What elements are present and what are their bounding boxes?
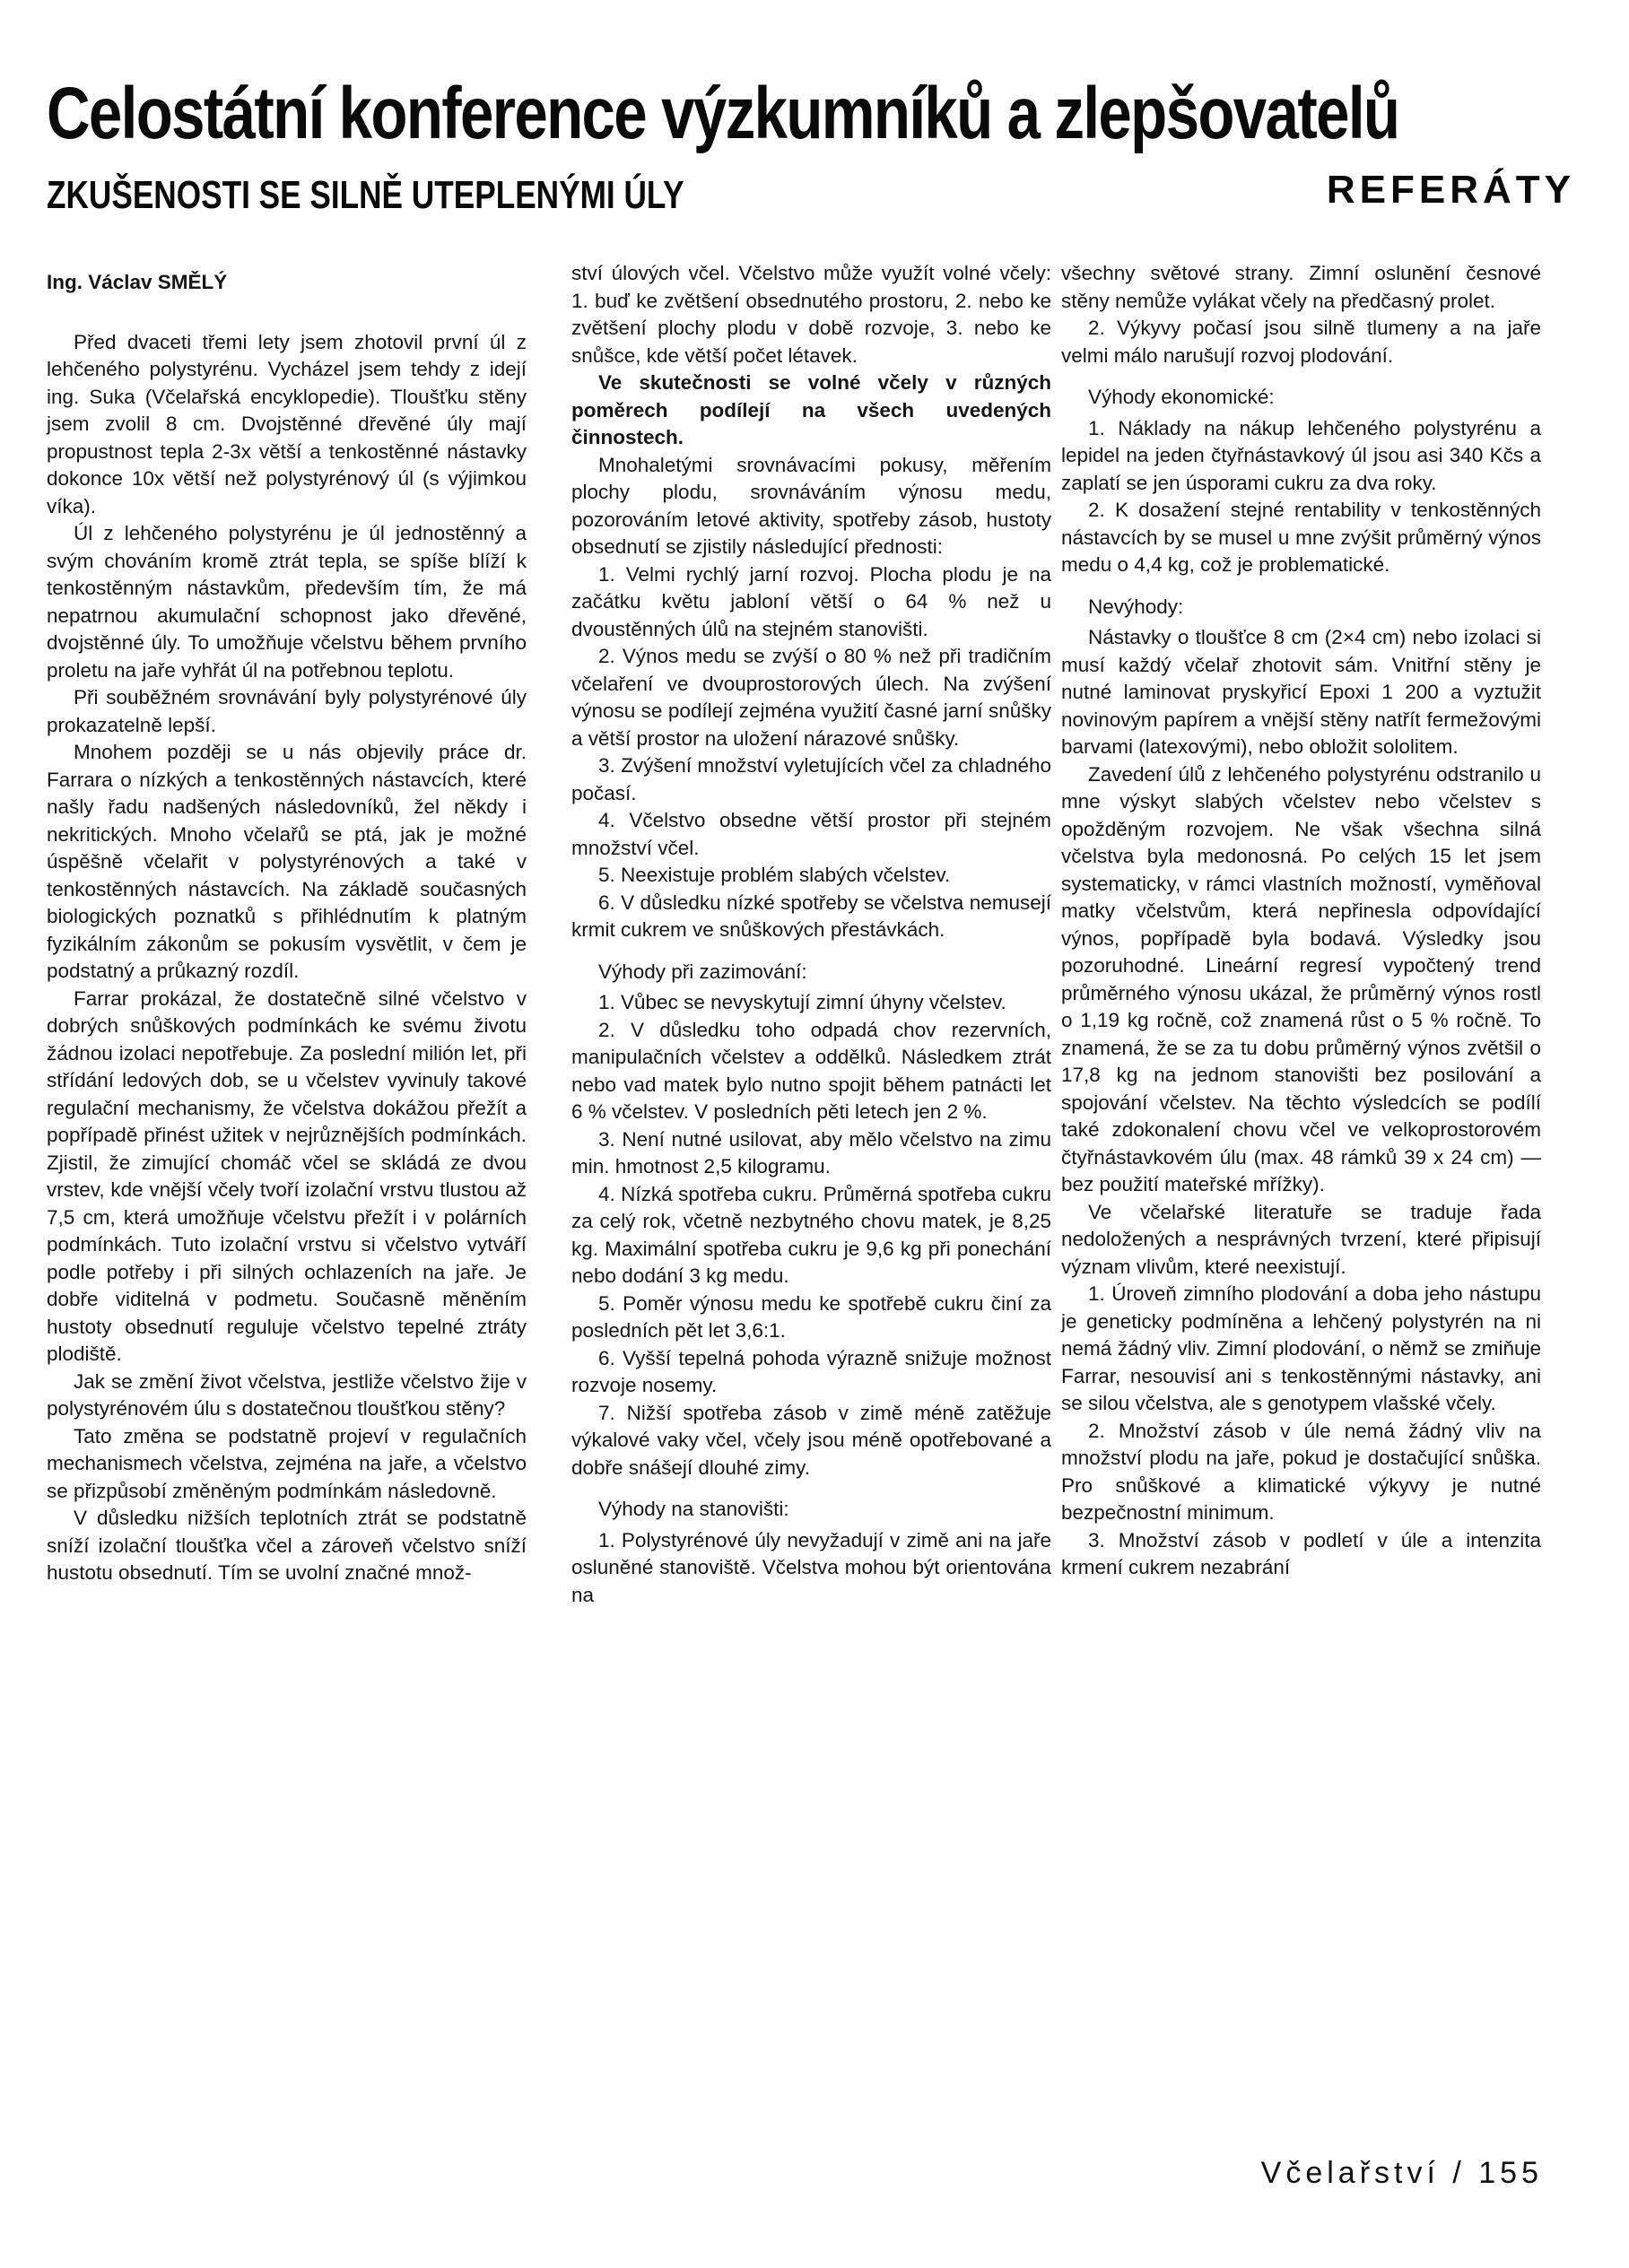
list-item: 3. Není nutné usilovat, aby mělo včelstvo na zimu min. hmotnost 2,5 kilogramu.	[571, 1127, 1051, 1177]
list-item: 4. Včelstvo obsedne větší prostor při stejném množství včel.	[571, 809, 1051, 859]
list-item: 1. Náklady na nákup lehčeného polystyrénu a lepidel na jeden čtyřnástavkový úl jsou asi 340 Kčs a zaplatí se jen úsporami cukru za dva roky.	[1061, 416, 1541, 494]
list-item: 7. Nižší spotřeba zásob v zimě méně zatěžuje výkalové vaky včel, včely jsou méně opotřebované a dobře snášejí dlouhé zimy.	[571, 1401, 1051, 1479]
article-subtitle: ZKUŠENOSTI SE SILNĚ UTEPLENÝMI ÚLY	[47, 173, 684, 217]
subheading: Výhody na stanovišti:	[598, 1498, 789, 1520]
paragraph: Nástavky o tloušťce 8 cm (2×4 cm) nebo izolaci si musí každý včelař zhotovit sám. Vnitřní stěny je nutné laminovat pryskyřicí Epoxi 1 200 a vyztužit novinovým papírem a vnější stěny natřít fermežovými barvami (latexovými), nebo obložit sololitem.	[1061, 626, 1541, 758]
list-item: 1. Úroveň zimního plodování a doba jeho nástupu je geneticky podmíněna a lehčený polystyrén na ni nemá žádný vliv. Zimní plodování, o němž se zmiňuje Farrar, nesouvisí ani s tenkostěnnými nástavky, ani se silou včelstva, ale s genotypem vlašské včely.	[1061, 1282, 1541, 1414]
author-name: Ing. Václav SMĚLÝ	[47, 271, 228, 293]
paragraph: Farrar prokázal, že dostatečně silné včelstvo v dobrých snůškových podmínkách ke svému životu žádnou izolaci nepotřebuje. Za poslední milión let, při střídání ledových dob, se u včelstev vyvinuly takové regulační mechanismy, že včelstva dokážou přežít a popřípadě přinést užitek v nejrůznějších podmínkách. Zjistil, že zimující chomáč včel se skládá ze dvou vrstev, kde vnější včely tvoří izolační vrstvu tlustou až 7,5 cm, která umožňuje včelstvu přežít i v polárních podmínkách. Tuto izolační vrstvu si včelstvo vytváří podle potřeby i při silných ochlazeních na jaře. Je dobře viditelná v podmetu. Současně měněním hustoty obsednutí reguluje včelstvo tepelné ztráty plodiště.	[47, 986, 527, 1365]
list-item: 3. Množství zásob v podletí v úle a intenzita krmení cukrem nezabrání	[1061, 1528, 1541, 1578]
list-item: 5. Neexistuje problém slabých včelstev.	[598, 864, 951, 886]
paragraph: Zavedení úlů z lehčeného polystyrénu odstranilo u mne výskyt slabých včelstev nebo včelstev s opožděným rozvojem. Ne však všechna silná včelstva byla medonosná. Po celých 15 let jsem systematicky, v rámci vlastních možností, vyměňoval matky včelstvům, která nepřinesla odpovídající výnos, popřípadě byla bodavá. Výsledky jsou pozoruhodné. Lineární regresí vypočtený trend průměrného výnosu ukázal, že průměrný výnos rostl o 1,19 kg ročně, což znamená růst o 5 % ročně. To znamená, že se za tu dobu průměrný výnos zvětšil o 17,8 kg na jednom stanovišti bez posilování a spojování včelstev. Na těchto výsledcích se podílí také zdokonalení chovu včel ve velkoprostorovém čtyřnástavkovém úlu (max. 48 rámků 39 x 24 cm) — bez použití mateřské mřížky).	[1061, 762, 1541, 1195]
list-item: 1. Vůbec se nevyskytují zimní úhyny včelstev.	[598, 991, 1006, 1013]
list-item: 6. Vyšší tepelná pohoda výrazně snižuje možnost rozvoje nosemy.	[571, 1346, 1051, 1396]
paragraph: Před dvaceti třemi lety jsem zhotovil první úl z lehčeného polystyrénu. Vycházel jsem tehdy z idejí ing. Suka (Včelařská encyklopedie). Tloušťku stěny jsem zvolil 8 cm. Dvojstěnné dřevěné úly mají propustnost tepla 2-3x větší a tenkostěnné nástavky dokonce 10x větší než polystyrénový úl (s výjimkou víka).	[47, 330, 527, 517]
subheading: Nevýhody:	[1088, 595, 1184, 618]
paragraph: Mnohem později se u nás objevily práce dr. Farrara o nízkých a tenkostěnných nástavcích, které našly řadu nadšených následovníků, žel někdy i nekritických. Mnoho včelařů se ptá, jak je možné úspěšně včelařit v polystyrénových a také v tenkostěnných nástavcích. Na základě současných biologických poznatků s přihlédnutím k platným fyzikálním zákonům se pokusím vysvětlit, v čem je podstatný a průkazný rozdíl.	[47, 741, 527, 982]
paragraph: Tato změna se podstatně projeví v regulačních mechanismech včelstva, zejména na jaře, a včelstvo se přizpůsobí změněným podmínkám následovně.	[47, 1424, 527, 1502]
paragraph: Ve včelařské literatuře se traduje řada nedoložených a nesprávných tvrzení, které připisují význam vlivům, které neexistují.	[1061, 1200, 1541, 1278]
page-footer: Včelařství / 155	[1260, 2156, 1543, 2190]
paragraph: Mnohaletými srovnávacími pokusy, měřením plochy plodu, srovnáváním výnosu medu, pozorováním letové aktivity, spotřeby zásob, hustoty obsednutí se zjistily následující přednosti:	[571, 453, 1051, 558]
paragraph: ství úlových včel. Včelstvo může využít volné včely: 1. buď ke zvětšení obsednutého prostoru, 2. nebo ke zvětšení plochy plodu v době rozvoje, 3. nebo ke snůšce, kde větší počet létavek.	[571, 262, 1051, 367]
text-column-1	[47, 269, 527, 1587]
section-label: REFERÁTY	[1326, 168, 1575, 212]
paragraph: Ve skutečnosti se volné včely v různých poměrech podílejí na všech uvedených činnostech.	[571, 371, 1051, 448]
text-column-3	[1061, 260, 1541, 1582]
article-title: Celostátní konference výzkumníků a zlepšovatelů	[47, 73, 1399, 154]
text-column-2	[571, 260, 1051, 1609]
subheading: Výhody při zazimování:	[598, 960, 807, 983]
list-item: 6. V důsledku nízké spotřeby se včelstva nemusejí krmit cukrem ve snůškových přestávkách.	[571, 891, 1051, 941]
list-item: 2. Množství zásob v úle nemá žádný vliv na množství plodu na jaře, pokud je dostačující snůška. Pro snůškové a klimatické výkyvy je nutné bezpečnostní minimum.	[1061, 1419, 1541, 1524]
list-item: 1. Velmi rychlý jarní rozvoj. Plocha plodu je na začátku květu jabloní větší o 64 % než u dvoustěnných úlů na stejném stanovišti.	[571, 562, 1051, 640]
list-item: 2. K dosažení stejné rentability v tenkostěnných nástavcích by se musel u mne zvýšit průměrný výnos medu o 4,4 kg, což je problematické.	[1061, 499, 1541, 576]
paragraph: Jak se změní život včelstva, jestliže včelstvo žije v polystyrénovém úlu s dostatečnou tloušťkou stěny?	[47, 1369, 527, 1420]
subheading: Výhody ekonomické:	[1088, 386, 1275, 408]
paragraph: Úl z lehčeného polystyrénu je úl jednostěnný a svým chováním kromě ztrát tepla, se spíše blíží k tenkostěnným nástavkům, především tím, že má nepatrnou akumulační schopnost jako dřevěné, dvojstěnné úly. To umožňuje včelstvu během prvního proletu na jaře vyhřát úl na potřebnou teplotu.	[47, 522, 527, 682]
list-item: 2. Výnos medu se zvýší o 80 % než při tradičním včelaření ve dvouprostorových úlech. Na zvýšení výnosu se podílejí zejména využití časné jarní snůšky a větší prostor na uložení nárazové snůšky.	[571, 645, 1051, 750]
list-item: 4. Nízká spotřeba cukru. Průměrná spotřeba cukru za celý rok, včetně nezbytného chovu matek, je 8,25 kg. Maximální spotřeba cukru je 9,6 kg při ponechání nebo dodání 3 kg medu.	[571, 1182, 1051, 1287]
list-item: 2. Výkyvy počasí jsou silně tlumeny a na jaře velmi málo narušují rozvoj plodování.	[1061, 317, 1541, 367]
list-item: 5. Poměr výnosu medu ke spotřebě cukru činí za posledních pět let 3,6:1.	[571, 1291, 1051, 1342]
list-item: 1. Polystyrénové úly nevyžadují v zimě ani na jaře osluněné stanoviště. Včelstva mohou být orientována na	[571, 1528, 1051, 1606]
paragraph: všechny světové strany. Zimní oslunění česnové stěny nemůže vylákat včely na předčasný prolet.	[1061, 262, 1541, 312]
paragraph: Při souběžném srovnávání byly polystyrénové úly prokazatelně lepší.	[47, 686, 527, 736]
list-item: 2. V důsledku toho odpadá chov rezervních, manipulačních včelstev a oddělků. Následkem ztrát nebo vad matek bylo nutno spojit během patnácti let 6 % včelstev. V posledních pěti letech jen 2 %.	[571, 1018, 1051, 1123]
paragraph: V důsledku nižších teplotních ztrát se podstatně sníží izolační tloušťka včel a zároveň včelstvo sníží hustotu obsednutí. Tím se uvolní značné množ-	[47, 1507, 527, 1584]
list-item: 3. Zvýšení množství vyletujících včel za chladného počasí.	[571, 754, 1051, 804]
